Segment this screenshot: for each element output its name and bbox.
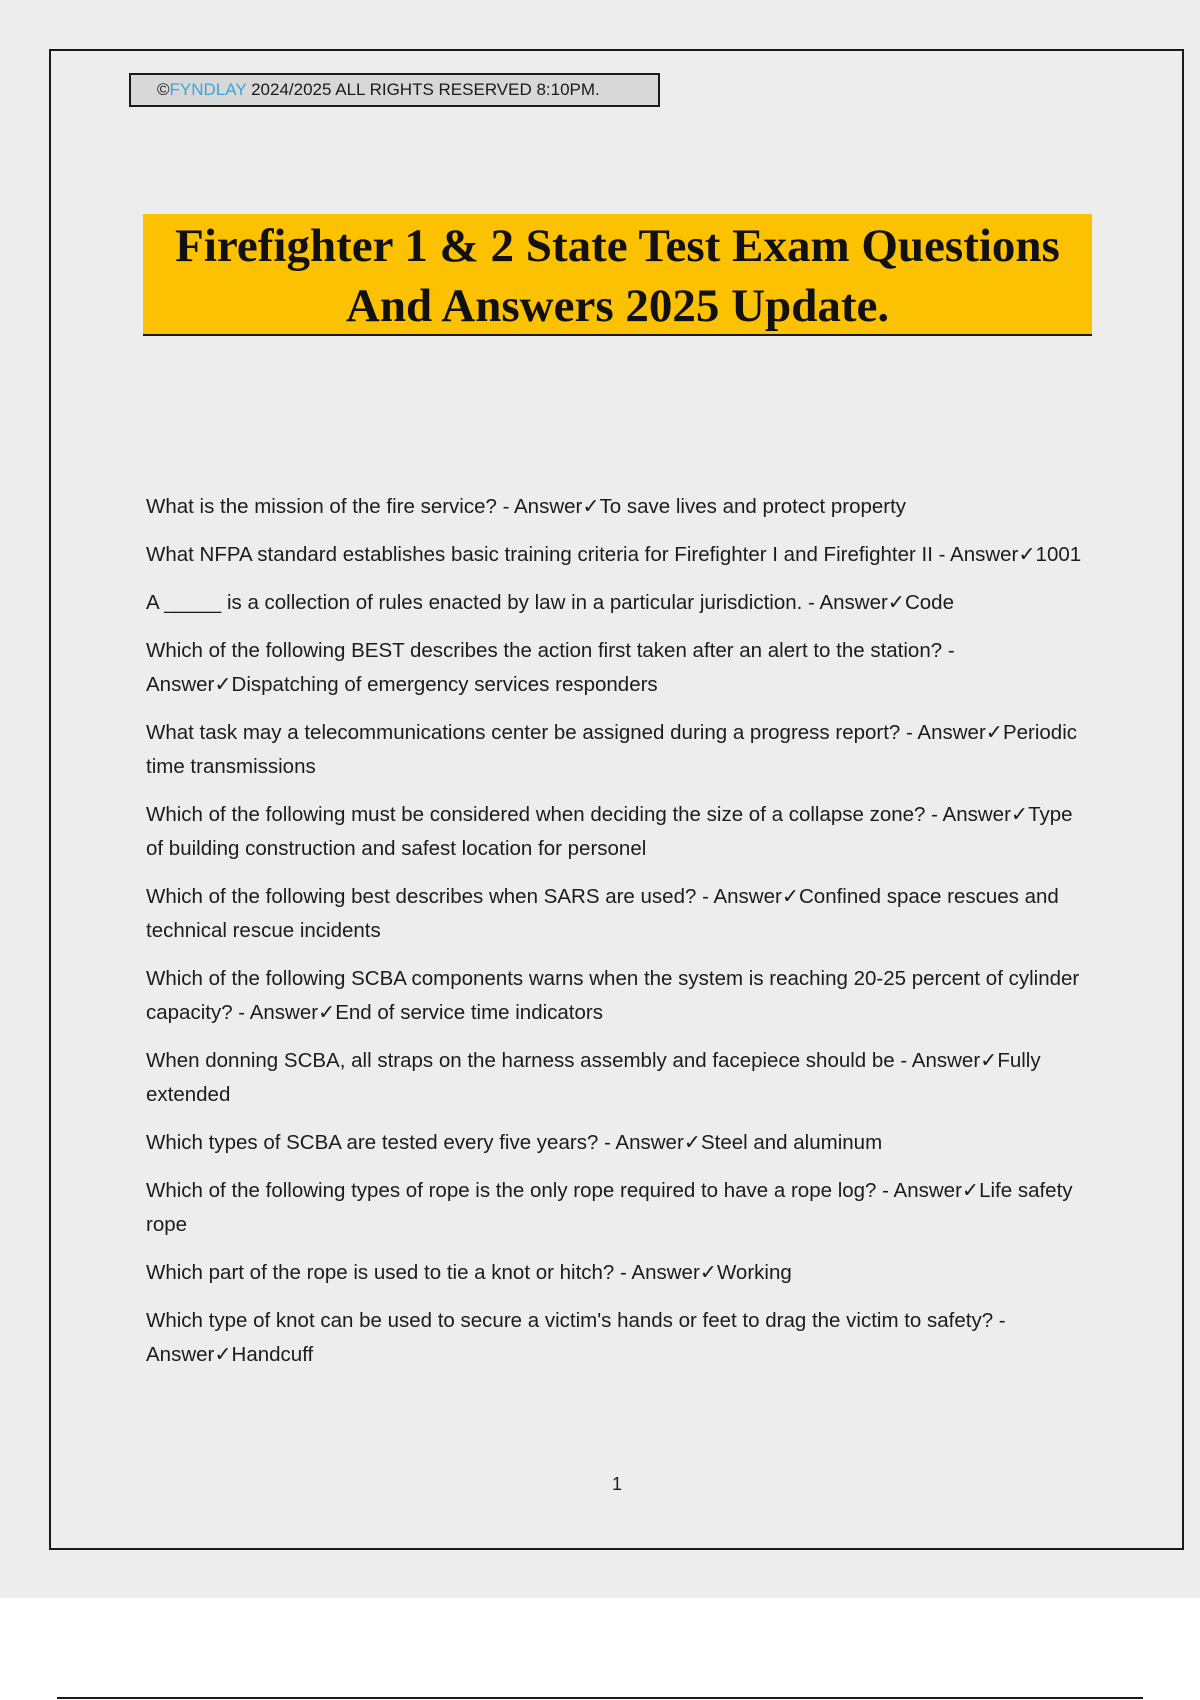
qa-item: Which of the following must be considered when deciding the size of a collapse zone? - Answer✓Type of building construction and safest location for personel (146, 803, 1073, 860)
qa-item: Which of the following types of rope is the only rope required to have a rope log? - Answer✓Life safety rope (146, 1179, 1073, 1236)
qa-item: A _____ is a collection of rules enacted by law in a particular jurisdiction. - Answer✓Code (146, 591, 954, 614)
copyright-symbol: © (157, 80, 170, 99)
document-title (143, 214, 1092, 336)
qa-item: Which of the following BEST describes the action first taken after an alert to the station? - Answer✓Dispatching of emergency services responders (146, 639, 955, 696)
qa-item: Which of the following best describes when SARS are used? - Answer✓Confined space rescues and technical rescue incidents (146, 885, 1059, 942)
qa-list (146, 490, 1086, 1386)
qa-item: What NFPA standard establishes basic training criteria for Firefighter I and Firefighter II - Answer✓1001 (146, 543, 1082, 566)
qa-item: Which part of the rope is used to tie a knot or hitch? - Answer✓Working (146, 1261, 792, 1284)
qa-item: Which types of SCBA are tested every five years? - Answer✓Steel and aluminum (146, 1131, 883, 1154)
rights-text: 2024/2025 ALL RIGHTS RESERVED 8:10PM. (246, 80, 600, 99)
qa-item: Which type of knot can be used to secure a victim's hands or feet to drag the victim to safety? - Answer✓Handcuff (146, 1309, 1006, 1366)
bottom-divider (57, 1697, 1143, 1699)
qa-item: Which of the following SCBA components warns when the system is reaching 20-25 percent of cylinder capacity? - Answer✓End of service time indicators (146, 967, 1080, 1024)
title-line-2: And Answers 2025 Update. (345, 280, 890, 332)
title-line-1: Firefighter 1 & 2 State Test Exam Questions (175, 220, 1060, 272)
qa-item: When donning SCBA, all straps on the harness assembly and facepiece should be - Answer✓Fully extended (146, 1049, 1041, 1106)
qa-item: What is the mission of the fire service? - Answer✓To save lives and protect property (146, 495, 907, 518)
page-number: 1 (611, 1474, 622, 1494)
qa-item: What task may a telecommunications center be assigned during a progress report? - Answer✓Periodic time transmissions (146, 721, 1078, 778)
copyright-notice (129, 73, 660, 107)
brand-name: FYNDLAY (169, 80, 247, 99)
